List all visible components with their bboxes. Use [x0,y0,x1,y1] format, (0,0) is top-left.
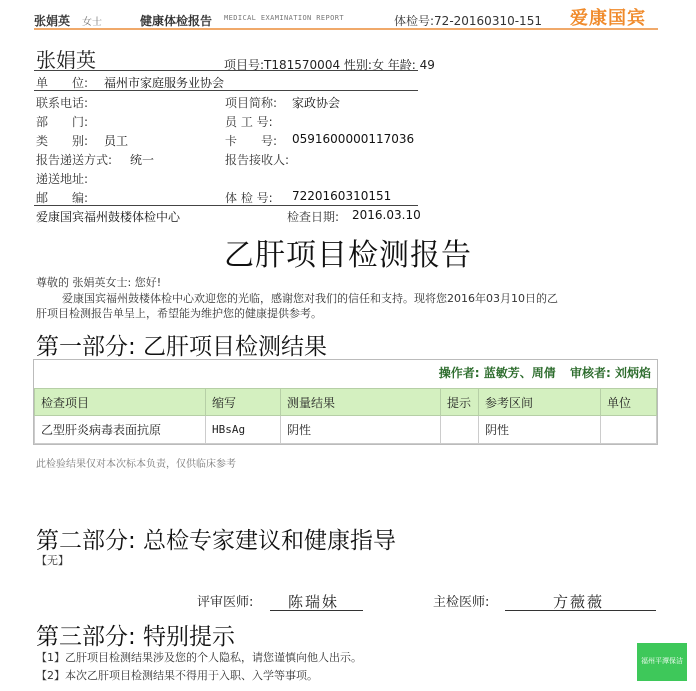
brand-logo: 爱康国宾 [570,8,646,29]
exam-center: 爱康国宾福州鼓楼体检中心 [36,210,181,224]
col-reference: 参考区间 [479,389,601,416]
chief-signature-line [505,610,656,611]
unit-value: 福州市家庭服务业协会 [104,76,225,90]
reviewer-signature-line [270,610,363,611]
cell-hint [441,416,479,444]
cell-unit [601,416,657,444]
cell-result: 阴性 [281,416,441,444]
result-table [34,388,657,444]
receiver-label: 报告接收人: [225,153,290,167]
result-disclaimer: 此检验结果仅对本次标本负责，仅供临床参考 [36,459,236,470]
reviewer-doctor-label: 评审医师: [197,595,254,610]
category-value: 员工 [104,134,129,148]
col-abbr: 缩写 [206,389,281,416]
intro-line-2: 肝项目检测报告单呈上，希望能为维护您的健康提供参考。 [36,307,322,320]
part2-content: 【无】 [36,554,69,567]
project-abbr-label: 项目简称: [225,96,278,110]
header-exam-number: 体检号:72-20160310-151 [394,14,542,28]
cell-item: 乙型肝炎病毒表面抗原 [35,416,206,444]
divider [34,70,418,71]
col-result: 测量结果 [281,389,441,416]
cell-abbr: HBsAg [206,416,281,444]
exam-number-label: 体 检 号: [225,191,273,205]
department-label: 部 门: [36,115,89,129]
header-honorific: 女士 [82,17,102,28]
chief-doctor-name: 方薇薇 [553,593,605,611]
card-value: 0591600000117036 [292,132,415,146]
patient-id-line: 项目号:T181570004 性别:女 年龄: 49 [224,58,435,72]
chief-doctor-label: 主检医师: [433,595,490,610]
table-header-row [35,389,657,416]
delivery-label: 报告递送方式: [36,153,113,167]
part1-title: 第一部分: 乙肝项目检测结果 [36,334,328,360]
cell-reference: 阴性 [479,416,601,444]
postcode-label: 邮 编: [36,191,89,205]
operator-line: 操作者: 蓝敏芳、周倩 审核者: 刘炳焰 [438,366,651,380]
report-header-bar [34,4,658,30]
exam-number-value: 7220160310151 [292,189,392,203]
category-label: 类 别: [36,134,89,148]
divider [34,90,418,91]
phone-label: 联系电话: [36,96,89,110]
corner-badge[interactable]: 福州平潭保洁 [637,643,687,681]
project-abbr-value: 家政协会 [292,96,341,110]
header-report-title: 健康体检报告 [140,14,213,28]
address-label: 递送地址: [36,172,89,186]
operator-names: 蓝敏芳、周倩 [483,366,556,380]
part3-title: 第三部分: 特别提示 [36,624,236,650]
table-row [35,416,657,444]
intro-line-1: 爱康国宾福州鼓楼体检中心欢迎您的光临，感谢您对我们的信任和支持。现将您2016年03月10日的乙 [62,292,558,305]
divider [34,205,418,206]
col-unit: 单位 [601,389,657,416]
reviewer-name: 刘炳焰 [614,366,651,380]
card-label: 卡 号: [225,134,278,148]
special-note-2: 【2】本次乙肝项目检测结果不得用于入职、入学等事项。 [36,669,318,682]
patient-name: 张娟英 [36,48,96,72]
header-patient-name: 张娟英 [34,14,71,28]
report-main-title: 乙肝项目检测报告 [224,238,472,273]
header-report-title-en: MEDICAL EXAMINATION REPORT [224,14,344,22]
col-item: 检查项目 [35,389,206,416]
special-note-1: 【1】乙肝项目检测结果涉及您的个人隐私，请您谨慎向他人出示。 [36,651,362,664]
unit-label: 单 位: [36,76,89,90]
col-hint: 提示 [441,389,479,416]
delivery-value: 统一 [130,153,155,167]
reviewer-doctor-name: 陈瑞妹 [288,593,340,611]
exam-date-label: 检查日期: [287,210,340,224]
exam-date-value: 2016.03.10 [352,208,421,222]
greeting: 尊敬的 张娟英女士: 您好! [36,276,162,289]
part2-title: 第二部分: 总检专家建议和健康指导 [36,528,397,554]
employee-number-label: 员 工 号: [225,115,273,129]
result-table-box [33,359,658,445]
